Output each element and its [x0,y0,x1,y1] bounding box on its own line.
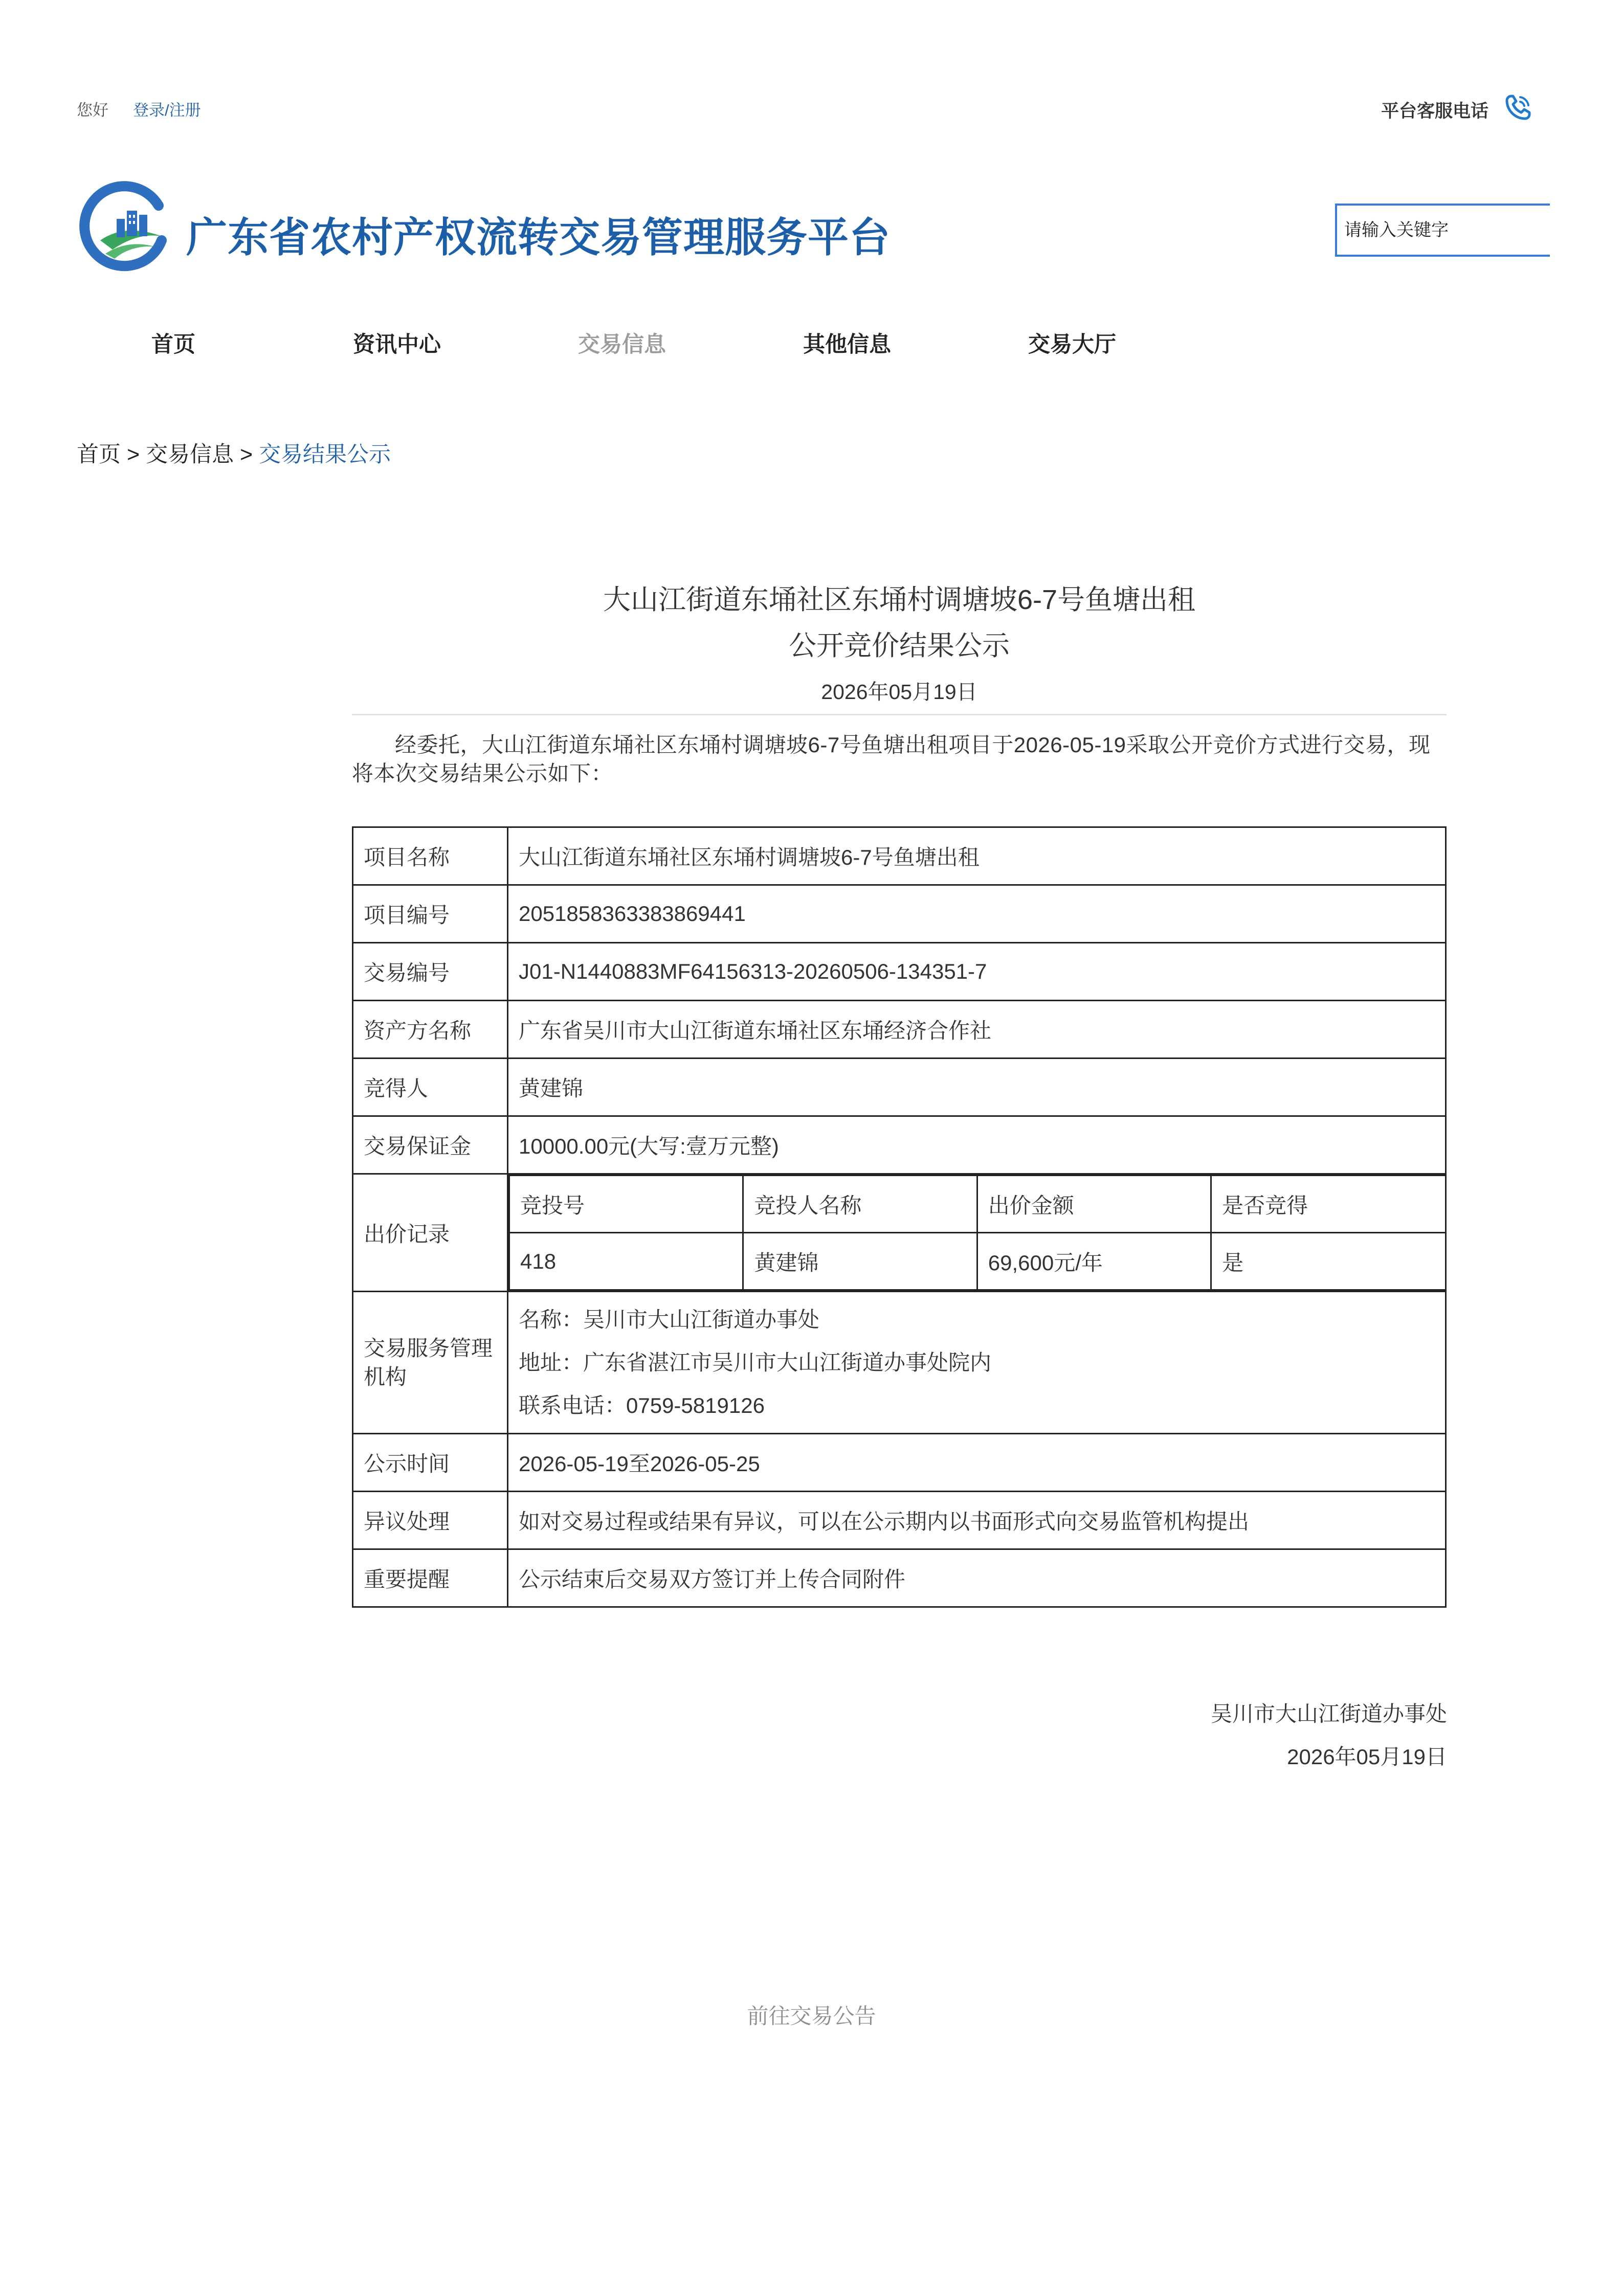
winner-value: 黄建锦 [508,1059,1446,1116]
table-row [353,943,1446,1001]
result-table [352,826,1447,1608]
table-row [353,1174,1446,1292]
bid-records-table [508,1175,1445,1291]
row-label: 交易服务管理机构 [353,1292,508,1434]
breadcrumb-separator: > [126,442,140,467]
table-row [353,1292,1446,1434]
row-label: 重要提醒 [353,1549,508,1607]
breadcrumb-separator: > [239,442,253,467]
breadcrumb [77,437,391,468]
row-label: 资产方名称 [353,1001,508,1059]
reminder-value: 公示结束后交易双方签订并上传合同附件 [508,1549,1446,1607]
row-label: 出价记录 [353,1174,508,1292]
divider [352,714,1447,715]
nav-item-other-info[interactable]: 其他信息 [803,332,891,357]
bid-header-cell: 竞投号 [509,1176,743,1233]
bid-cell: 69,600元/年 [977,1233,1211,1290]
login-register-link[interactable]: 登录/注册 [133,101,201,119]
goto-announcement-link[interactable]: 前往交易公告 [747,2004,876,2028]
row-label: 项目名称 [353,827,508,885]
table-row [353,827,1446,885]
breadcrumb-section[interactable]: 交易信息 [146,442,234,467]
breadcrumb-home[interactable]: 首页 [77,442,121,467]
table-row [353,1001,1446,1059]
document-title-line1: 大山江街道东埇社区东埇村调塘坡6-7号鱼塘出租 [603,584,1196,615]
row-label: 交易保证金 [353,1116,508,1174]
deposit-value: 10000.00元(大写:壹万元整) [508,1116,1446,1174]
manager-name: 名称：吴川市大山江街道办事处 [519,1307,820,1332]
bid-header-row [509,1176,1446,1233]
table-row [353,1434,1446,1492]
signature-block [1211,1693,1447,1779]
table-row [353,1492,1446,1549]
row-label: 公示时间 [353,1434,508,1492]
project-number-value: 2051858363383869441 [508,885,1446,943]
bid-cell: 是 [1211,1233,1445,1290]
document-title-line2: 公开竞价结果公示 [789,631,1010,661]
nav-item-trade-hall[interactable]: 交易大厅 [1028,332,1116,357]
trade-number-value: J01-N1440883MF64156313-20260506-134351-7 [508,943,1446,1001]
greeting-text: 您好 [77,101,108,119]
nav-item-home[interactable]: 首页 [151,332,195,357]
platform-logo[interactable] [77,179,174,276]
breadcrumb-current: 交易结果公示 [259,442,391,467]
table-row [353,885,1446,943]
hotline-label: 平台客服电话 [1381,101,1488,121]
objection-value: 如对交易过程或结果有异议，可以在公示期内以书面形式向交易监管机构提出 [508,1492,1446,1549]
bid-header-cell: 出价金额 [977,1176,1211,1233]
site-title[interactable]: 广东省农村产权流转交易管理服务平台 [186,215,891,260]
main-nav [77,327,1550,368]
manager-value [508,1292,1446,1434]
nav-item-trade-info[interactable]: 交易信息 [578,332,666,357]
document-date: 2026年05月19日 [821,680,977,704]
signature-org: 吴川市大山江街道办事处 [1210,1702,1447,1726]
bid-row [509,1233,1446,1290]
project-name-value: 大山江街道东埇社区东埇村调塘坡6-7号鱼塘出租 [508,827,1446,885]
site-header [77,179,1550,281]
row-label: 交易编号 [353,943,508,1001]
phone-icon[interactable] [1502,91,1535,124]
table-row [353,1116,1446,1174]
table-row [353,1059,1446,1116]
search-input[interactable] [1337,206,1550,255]
period-value: 2026-05-19至2026-05-25 [508,1434,1446,1492]
bid-header-cell: 是否竞得 [1211,1176,1445,1233]
bid-header-cell: 竞投人名称 [743,1176,977,1233]
nav-item-news[interactable]: 资讯中心 [353,332,441,357]
announcement-document [352,578,1447,788]
owner-value: 广东省吴川市大山江街道东埇社区东埇经济合作社 [508,1001,1446,1059]
table-row [353,1549,1446,1607]
bid-cell: 黄建锦 [743,1233,977,1290]
row-label: 项目编号 [353,885,508,943]
signature-date: 2026年05月19日 [1287,1745,1447,1769]
top-bar [77,97,1550,123]
bid-cell: 418 [509,1233,743,1290]
document-intro: 经委托，大山江街道东埇社区东埇村调塘坡6-7号鱼塘出租项目于2026-05-19采取公开竞价方式进行交易，现将本次交易结果公示如下： [352,733,1431,785]
bid-records-cell [508,1174,1446,1292]
row-label: 竞得人 [353,1059,508,1116]
search-box[interactable] [1335,204,1550,257]
manager-address: 地址：广东省湛江市吴川市大山江街道办事处院内 [519,1350,992,1375]
manager-phone: 联系电话：0759-5819126 [519,1393,765,1417]
row-label: 异议处理 [353,1492,508,1549]
